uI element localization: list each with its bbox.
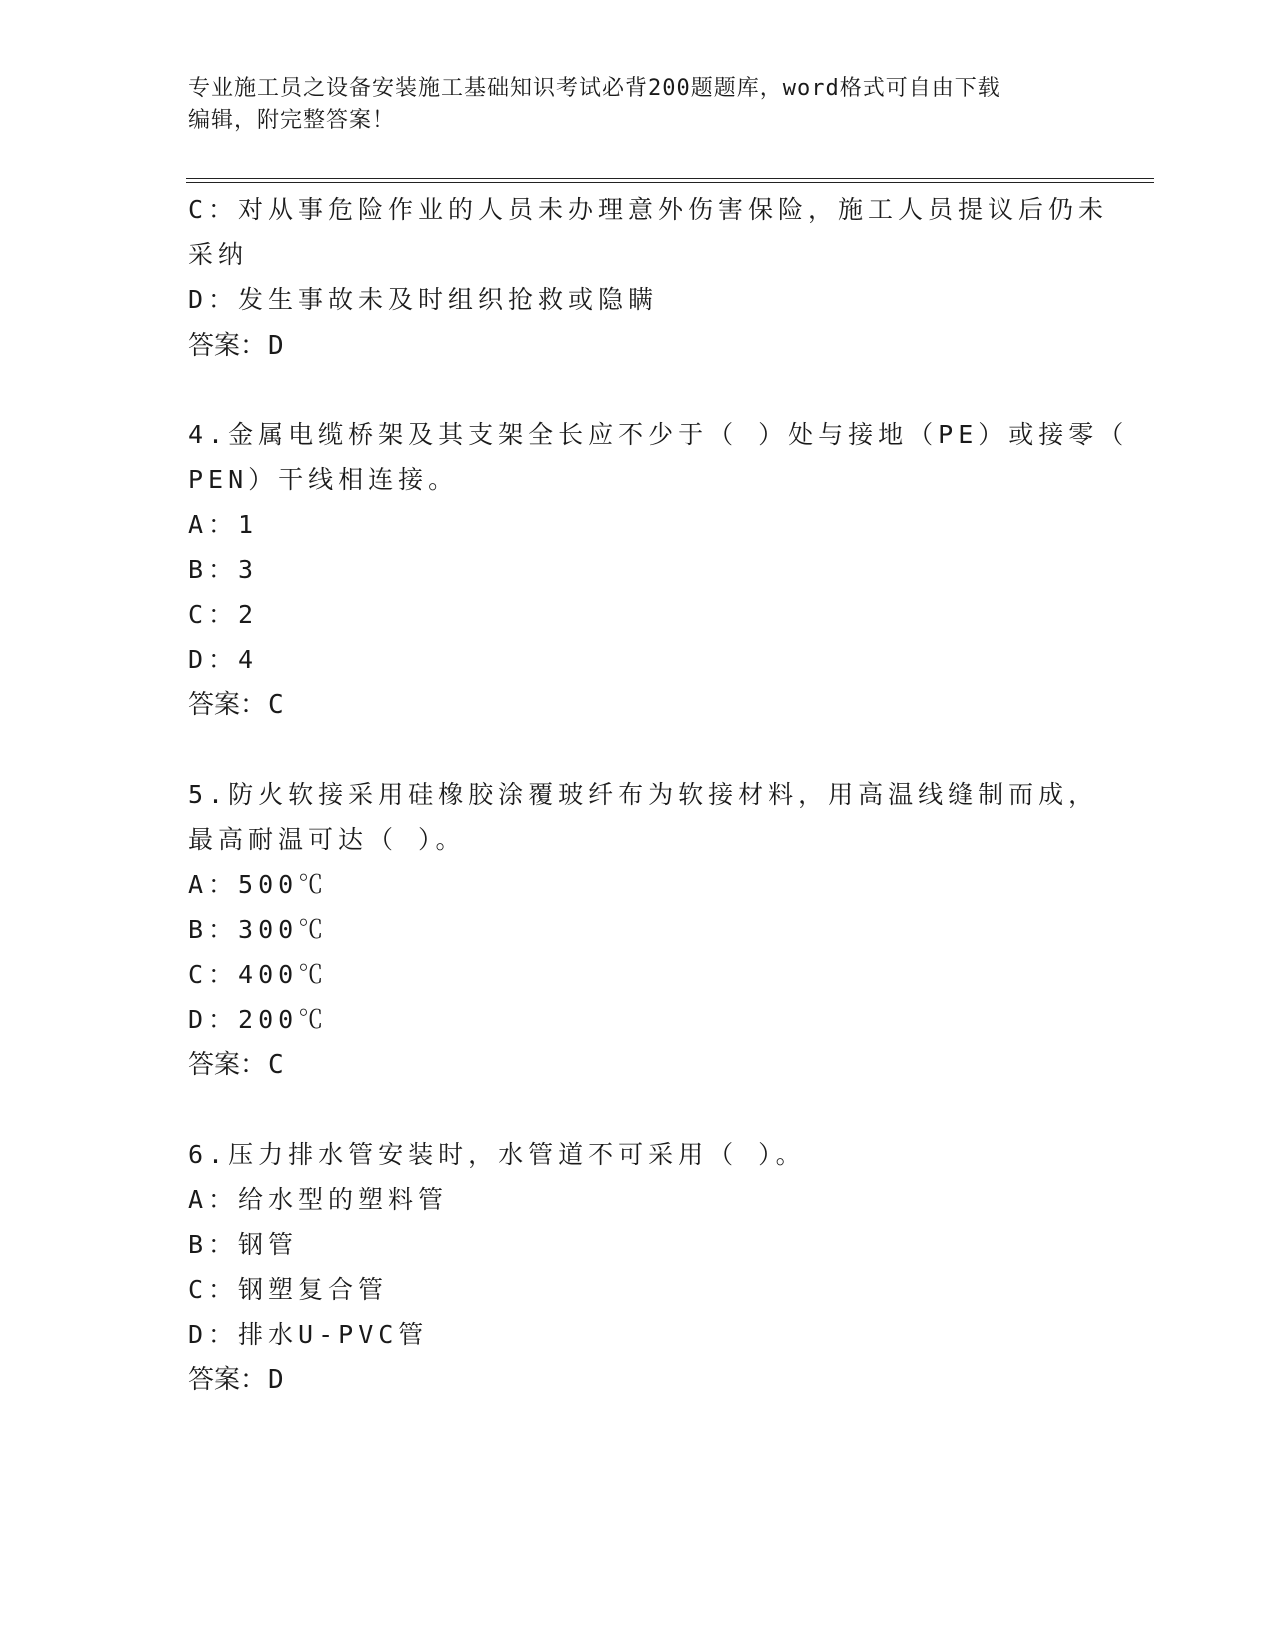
question-5-answer xyxy=(188,1050,284,1080)
answer-value: C xyxy=(268,690,284,720)
question-5-option-b: B：300℃ xyxy=(188,915,329,944)
question-5-stem-line-2: 最高耐温可达（ ）。 xyxy=(188,825,466,854)
option-c-line-2: 采纳 xyxy=(188,240,249,269)
question-4-option-c: C：2 xyxy=(188,600,259,629)
option-c-line-1: C：对从事危险作业的人员未办理意外伤害保险，施工人员提议后仍未 xyxy=(188,195,1109,224)
answer-label: 答案： xyxy=(188,1050,267,1080)
question-4-option-d: D：4 xyxy=(188,645,259,674)
header-title-line-2: 编辑，附完整答案！ xyxy=(188,108,396,133)
question-6-option-d: D：排水U-PVC管 xyxy=(188,1320,429,1349)
question-6-answer xyxy=(188,1365,284,1395)
question-5-option-a: A：500℃ xyxy=(188,870,329,899)
answer-value: D xyxy=(268,331,284,361)
answer-label: 答案： xyxy=(188,331,267,361)
question-6-stem: 6.压力排水管安装时，水管道不可采用（ ）。 xyxy=(188,1140,806,1169)
question-4-option-a: A：1 xyxy=(188,510,259,539)
header-title-line-1: 专业施工员之设备安装施工基础知识考试必背200题题库，word格式可自由下载 xyxy=(188,76,1001,101)
answer-label: 答案： xyxy=(188,690,267,720)
question-6-option-c: C：钢塑复合管 xyxy=(188,1275,389,1304)
question-6-option-b: B：钢管 xyxy=(188,1230,299,1259)
question-4-stem-line-2: PEN）干线相连接。 xyxy=(188,465,459,494)
answer-value: D xyxy=(268,1365,284,1395)
answer-value: C xyxy=(268,1050,284,1080)
answer-line xyxy=(188,331,284,361)
document-header xyxy=(188,73,1088,137)
header-divider-bottom xyxy=(186,182,1154,183)
question-4-answer xyxy=(188,690,284,720)
question-5-stem-line-1: 5.防火软接采用硅橡胶涂覆玻纤布为软接材料，用高温线缝制而成， xyxy=(188,780,1099,809)
question-5-option-d: D：200℃ xyxy=(188,1005,329,1034)
header-divider-top xyxy=(186,178,1154,179)
question-6-option-a: A：给水型的塑料管 xyxy=(188,1185,449,1214)
question-4-option-b: B：3 xyxy=(188,555,259,584)
question-5-option-c: C：400℃ xyxy=(188,960,329,989)
question-4-stem-line-1: 4.金属电缆桥架及其支架全长应不少于（ ）处与接地（PE）或接零（ xyxy=(188,420,1129,449)
answer-label: 答案： xyxy=(188,1365,267,1395)
option-d: D：发生事故未及时组织抢救或隐瞒 xyxy=(188,285,659,314)
